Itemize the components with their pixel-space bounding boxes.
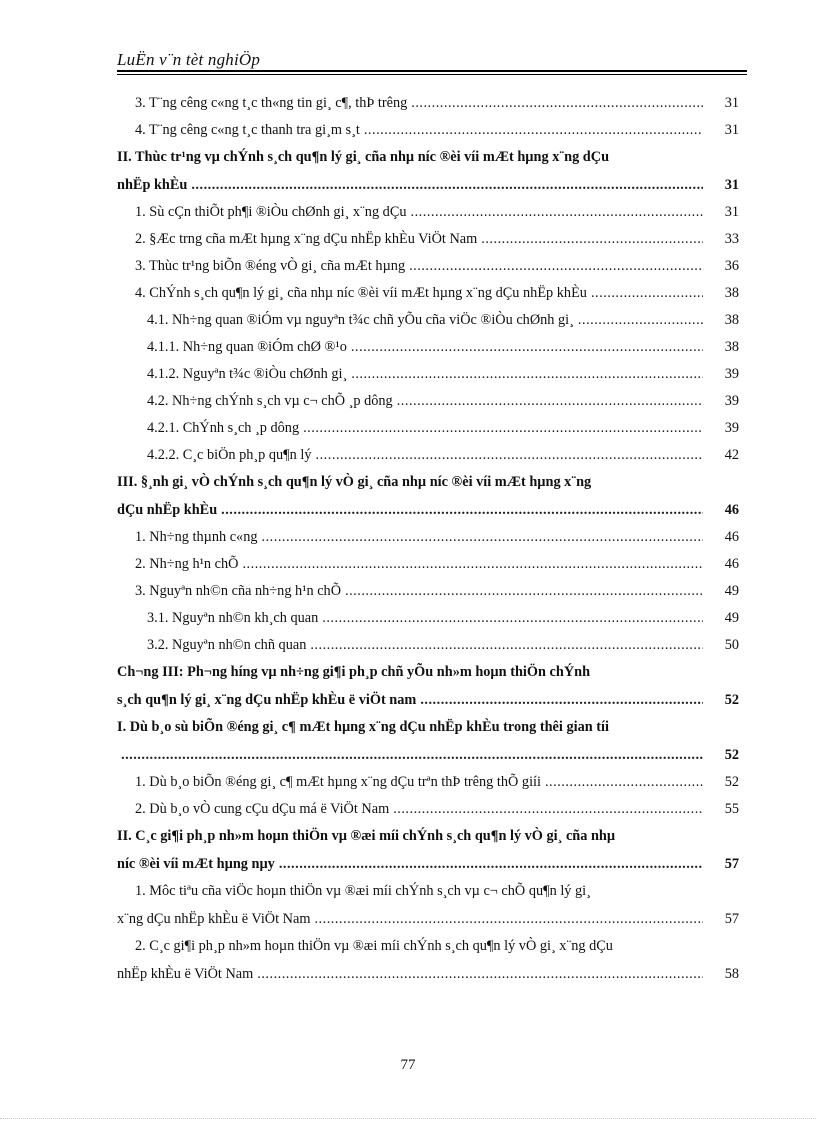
toc-entry-title: III. §¸nh gi¸ vÒ chÝnh s¸ch qu¶n lý vÒ gi¸ cña nhµ níc ®èi víi mÆt hµng x¨ng [117, 474, 592, 490]
toc-entry-title: 4.1. Nh÷ng quan ®iÓm vµ nguyªn t¾c chñ yÕu cña viÖc ®iÒu chØnh gi¸ [147, 312, 574, 328]
toc-leader-dots [303, 415, 703, 442]
toc-line [117, 823, 739, 850]
toc-leader-dots [221, 496, 703, 524]
toc-entry-title: 4.1.1. Nh÷ng quan ®iÓm chØ ®¹o [147, 339, 347, 355]
toc-entry [117, 334, 739, 361]
toc-leader-dots [481, 226, 703, 253]
toc-leader-dots [310, 632, 703, 659]
toc-entry-title: I. Dù b¸o sù biÕn ®éng gi¸ c¶ mÆt hµng x¨ng dÇu nhËp khÈu trong thêi gian tíi [117, 719, 609, 735]
toc-leader-dots [591, 280, 703, 307]
toc-entry-title-continued: nhËp khÈu [117, 177, 188, 193]
toc-page-number: 58 [724, 966, 739, 982]
toc-page-number: 52 [724, 692, 739, 708]
toc-entry-title: 3.2. Nguyªn nh©n chñ quan [147, 637, 307, 653]
toc-page-number: 46 [724, 529, 739, 545]
toc-entry [117, 524, 739, 551]
toc-entry [117, 823, 739, 878]
toc-page-number: 50 [724, 637, 739, 653]
toc-page-number: 57 [724, 856, 739, 872]
toc-line [117, 659, 739, 686]
toc-line [117, 933, 739, 960]
toc-entry [117, 388, 739, 415]
toc-entry [117, 578, 739, 605]
toc-line-continued [117, 960, 739, 988]
toc-entry-title: 1. Dù b¸o biÕn ®éng gi¸ c¶ mÆt hµng x¨ng dÇu trªn thÞ trêng thÕ giíi [135, 774, 541, 790]
toc-entry-title: 1. Nh÷ng thµnh c«ng [135, 529, 258, 545]
page-number: 77 [400, 1057, 416, 1073]
toc-leader-dots [322, 605, 703, 632]
toc-line [117, 117, 739, 144]
toc-line-continued [117, 741, 739, 769]
toc-entry-title: 1. Môc tiªu cña viÖc hoµn thiÖn vµ ®æi míi chÝnh s¸ch vµ c¬ chÕ qu¶n lý gi¸ [135, 883, 591, 899]
toc-leader-dots [257, 960, 703, 988]
toc-entry-title: 2. C¸c gi¶i ph¸p nh»m hoµn thiÖn vµ ®æi míi chÝnh s¸ch qu¶n lý vÒ gi¸ x¨ng dÇu [135, 938, 613, 954]
toc-entry [117, 605, 739, 632]
toc-line [117, 551, 739, 578]
toc-leader-dots [351, 334, 703, 361]
toc-entry-title: 4.2.2. C¸c biÖn ph¸p qu¶n lý [147, 447, 312, 463]
toc-page-number: 33 [724, 231, 739, 247]
toc-line [117, 415, 739, 442]
toc-leader-dots [279, 850, 703, 878]
toc-entry-title: 4. ChÝnh s¸ch qu¶n lý gi¸ cña nhµ níc ®èi víi mÆt hµng x¨ng dÇu nhËp khÈu [135, 285, 587, 301]
toc-entry-title: 1. Sù cÇn thiÕt ph¶i ®iÒu chØnh gi¸ x¨ng dÇu [135, 204, 407, 220]
toc-line [117, 226, 739, 253]
toc-line [117, 199, 739, 226]
toc-page-number: 52 [724, 747, 739, 763]
toc-line-continued [117, 905, 739, 933]
toc-line [117, 361, 739, 388]
toc-entry [117, 144, 739, 199]
header-rule-thin [117, 74, 747, 75]
toc-entry-title: 4.2.1. ChÝnh s¸ch ¸p dông [147, 420, 300, 436]
toc-entry-title: 4.2. Nh÷ng chÝnh s¸ch vµ c¬ chÕ ¸p dông [147, 393, 393, 409]
toc-line-continued [117, 171, 739, 199]
toc-entry [117, 796, 739, 823]
toc-line-continued [117, 686, 739, 714]
toc-entry-title: 3. T¨ng cêng c«ng t¸c th«ng tin gi¸ c¶, thÞ trêng [135, 95, 408, 111]
toc-entry [117, 551, 739, 578]
toc-entry-title: 3. Thùc tr¹ng biÕn ®éng vÒ gi¸ cña mÆt hµng [135, 258, 406, 274]
toc-entry-title-continued: níc ®èi víi mÆt hµng nµy [117, 856, 275, 872]
toc-entry-title: 3. Nguyªn nh©n cña nh÷ng h¹n chÕ [135, 583, 342, 599]
toc-line [117, 878, 739, 905]
toc-entry [117, 253, 739, 280]
toc-page-number: 39 [724, 420, 739, 436]
toc-page-number: 49 [724, 583, 739, 599]
toc-entry [117, 469, 739, 524]
toc-entry-title: 2. Dù b¸o vÒ cung cÇu dÇu má ë ViÖt Nam [135, 801, 390, 817]
toc-page-number: 39 [724, 393, 739, 409]
toc-entry [117, 280, 739, 307]
header-rule-thick [117, 70, 747, 72]
toc-entry [117, 199, 739, 226]
toc-entry-title: 2. Nh÷ng h¹n chÕ [135, 556, 239, 572]
toc-line-continued [117, 850, 739, 878]
toc-leader-dots [545, 769, 703, 796]
toc-entry [117, 632, 739, 659]
toc-leader-dots [262, 524, 703, 551]
toc-leader-dots [121, 741, 703, 769]
toc-entry [117, 307, 739, 334]
toc-leader-dots [314, 905, 703, 933]
page-bottom-border [0, 1118, 816, 1119]
toc-leader-dots [409, 253, 703, 280]
toc-leader-dots [351, 361, 703, 388]
toc-entry [117, 361, 739, 388]
toc-page-number: 36 [724, 258, 739, 274]
toc-page-number: 38 [724, 285, 739, 301]
toc-page-number: 49 [724, 610, 739, 626]
toc-leader-dots [578, 307, 703, 334]
table-of-contents [117, 90, 739, 988]
toc-line [117, 714, 739, 741]
toc-line [117, 605, 739, 632]
toc-page-number: 38 [724, 312, 739, 328]
toc-line [117, 769, 739, 796]
toc-entry-title: II. Thùc tr¹ng vµ chÝnh s¸ch qu¶n lý gi¸ cña nhµ níc ®èi víi mÆt hµng x¨ng dÇu [117, 149, 610, 165]
toc-entry-title: 4. T¨ng cêng c«ng t¸c thanh tra gi¸m s¸t [135, 122, 360, 138]
toc-entry-title-continued: dÇu nhËp khÈu [117, 502, 218, 518]
toc-line [117, 796, 739, 823]
toc-entry-title: II. C¸c gi¶i ph¸p nh»m hoµn thiÖn vµ ®æi míi chÝnh s¸ch qu¶n lý vÒ gi¸ cña nhµ [117, 828, 616, 844]
toc-entry-title: 3.1. Nguyªn nh©n kh¸ch quan [147, 610, 319, 626]
toc-entry-title-continued: x¨ng dÇu nhËp khÈu ë ViÖt Nam [117, 911, 311, 927]
toc-entry-title: 4.1.2. Nguyªn t¾c ®iÒu chØnh gi¸ [147, 366, 348, 382]
toc-entry [117, 878, 739, 933]
toc-entry-title: Ch¬ng III: Ph¬ng híng vµ nh÷ng gi¶i ph¸p chñ yÕu nh»m hoµn thiÖn chÝnh [117, 664, 591, 680]
toc-entry [117, 933, 739, 988]
toc-leader-dots [316, 442, 703, 469]
toc-page-number: 57 [724, 911, 739, 927]
toc-line [117, 253, 739, 280]
toc-leader-dots [242, 551, 703, 578]
toc-page-number: 31 [724, 204, 739, 220]
toc-page-number: 31 [724, 95, 739, 111]
toc-line [117, 442, 739, 469]
toc-leader-dots [364, 117, 703, 144]
toc-page-number: 38 [724, 339, 739, 355]
toc-entry-title-continued: s¸ch qu¶n lý gi¸ x¨ng dÇu nhËp khÈu ë viÖt nam [117, 692, 417, 708]
toc-leader-dots [411, 199, 703, 226]
toc-entry [117, 659, 739, 714]
toc-entry [117, 226, 739, 253]
toc-leader-dots [420, 686, 703, 714]
toc-line [117, 334, 739, 361]
toc-leader-dots [393, 796, 703, 823]
toc-entry [117, 442, 739, 469]
toc-line [117, 307, 739, 334]
toc-entry [117, 769, 739, 796]
toc-entry [117, 90, 739, 117]
toc-page-number: 42 [724, 447, 739, 463]
toc-leader-dots [191, 171, 703, 199]
toc-page-number: 52 [724, 774, 739, 790]
toc-line [117, 578, 739, 605]
toc-line [117, 280, 739, 307]
toc-line [117, 90, 739, 117]
toc-entry [117, 415, 739, 442]
toc-page-number: 31 [724, 122, 739, 138]
toc-entry [117, 714, 739, 769]
toc-line-continued [117, 496, 739, 524]
toc-page-number: 31 [724, 177, 739, 193]
toc-line [117, 388, 739, 415]
toc-entry-title: 2. §Æc trng cña mÆt hµng x¨ng dÇu nhËp khÈu ViÖt Nam [135, 231, 478, 247]
toc-entry [117, 117, 739, 144]
toc-leader-dots [397, 388, 703, 415]
toc-page-number: 55 [724, 801, 739, 817]
toc-line [117, 524, 739, 551]
toc-page-number: 46 [724, 502, 739, 518]
toc-line [117, 469, 739, 496]
toc-entry-title-continued: nhËp khÈu ë ViÖt Nam [117, 966, 254, 982]
toc-leader-dots [345, 578, 703, 605]
page-header: LuËn v¨n tèt nghiÖp [117, 50, 261, 69]
toc-page-number: 46 [724, 556, 739, 572]
toc-page-number: 39 [724, 366, 739, 382]
toc-line [117, 632, 739, 659]
toc-leader-dots [411, 90, 703, 117]
toc-line [117, 144, 739, 171]
